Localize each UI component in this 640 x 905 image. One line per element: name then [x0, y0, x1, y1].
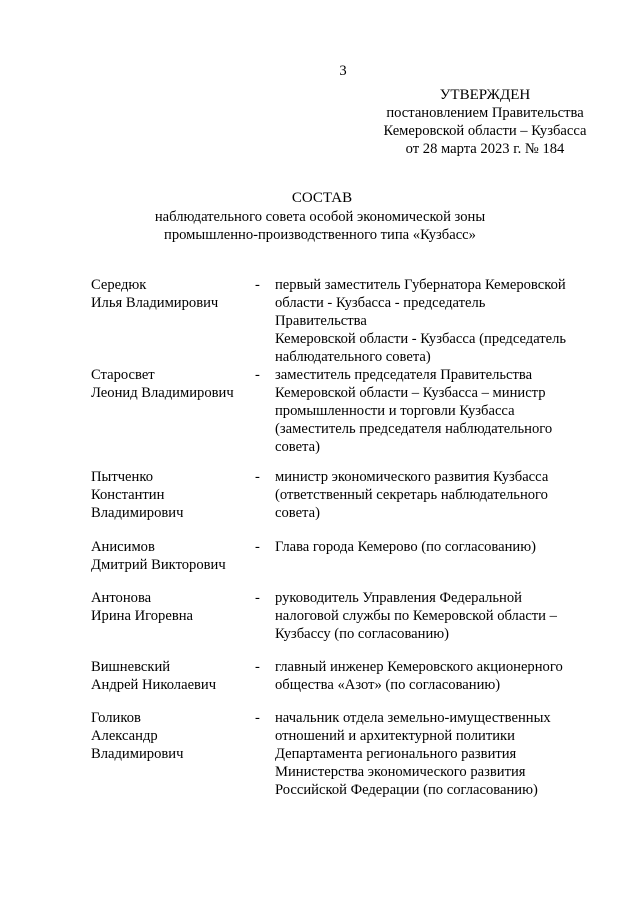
document-subtitle-line: наблюдательного совета особой экономической зоны — [154, 209, 486, 225]
member-role: главный инженер Кемеровского акционерного общества «Азот» (по согласованию) — [275, 659, 563, 693]
member-dash: - — [255, 367, 260, 383]
approval-line: постановлением Правительства — [386, 105, 584, 121]
member-role: руководитель Управления Федеральной налоговой службы по Кемеровской области – Кузбассу (по согласованию) — [275, 590, 557, 642]
member-entry — [91, 276, 611, 366]
member-name: Старосвет Леонид Владимирович — [91, 367, 234, 401]
member-name: Голиков Александр Владимирович — [91, 710, 184, 762]
member-dash: - — [255, 659, 260, 675]
member-dash: - — [255, 277, 260, 293]
approval-title: УТВЕРЖДЕН — [439, 87, 531, 103]
member-role: Глава города Кемерово (по согласованию) — [275, 539, 536, 555]
document-subtitle-line: промышленно-производственного типа «Кузбасс» — [164, 227, 476, 243]
approval-block — [360, 86, 610, 158]
member-role: начальник отдела земельно-имущественных отношений и архитектурной политики Департамента регионального развития Министерства экономического развития Российской Федерации (по согласованию) — [275, 710, 551, 798]
member-name: Анисимов Дмитрий Викторович — [91, 539, 226, 573]
member-name: Вишневский Андрей Николаевич — [91, 659, 217, 693]
approval-line: от 28 марта 2023 г. № 184 — [405, 141, 565, 157]
page-number: 3 — [339, 63, 347, 79]
member-entry — [91, 709, 611, 799]
member-role: министр экономического развития Кузбасса (ответственный секретарь наблюдательного совета) — [275, 469, 549, 521]
member-entry — [91, 538, 611, 574]
member-entry — [91, 589, 611, 643]
member-dash: - — [255, 710, 260, 726]
member-dash: - — [255, 469, 260, 485]
approval-line: Кемеровской области – Кузбасса — [383, 123, 587, 139]
member-role: первый заместитель Губернатора Кемеровской области - Кузбасса - председатель Правительства Кемеровской области - Кузбасса (председатель наблюдательного совета) — [275, 277, 567, 365]
document-title: СОСТАВ — [291, 190, 353, 206]
member-dash: - — [255, 590, 260, 606]
member-role: заместитель председателя Правительства Кемеровской области – Кузбасса – министр промышленности и торговли Кузбасса (заместитель председателя наблюдательного совета) — [275, 367, 553, 455]
member-name: Середюк Илья Владимирович — [91, 277, 219, 311]
member-entry — [91, 658, 611, 694]
member-entry — [91, 468, 611, 522]
member-entry — [91, 366, 611, 456]
member-name: Пытченко Константин Владимирович — [91, 469, 184, 521]
member-dash: - — [255, 539, 260, 555]
document-heading — [0, 189, 640, 244]
member-name: Антонова Ирина Игоревна — [91, 590, 193, 624]
